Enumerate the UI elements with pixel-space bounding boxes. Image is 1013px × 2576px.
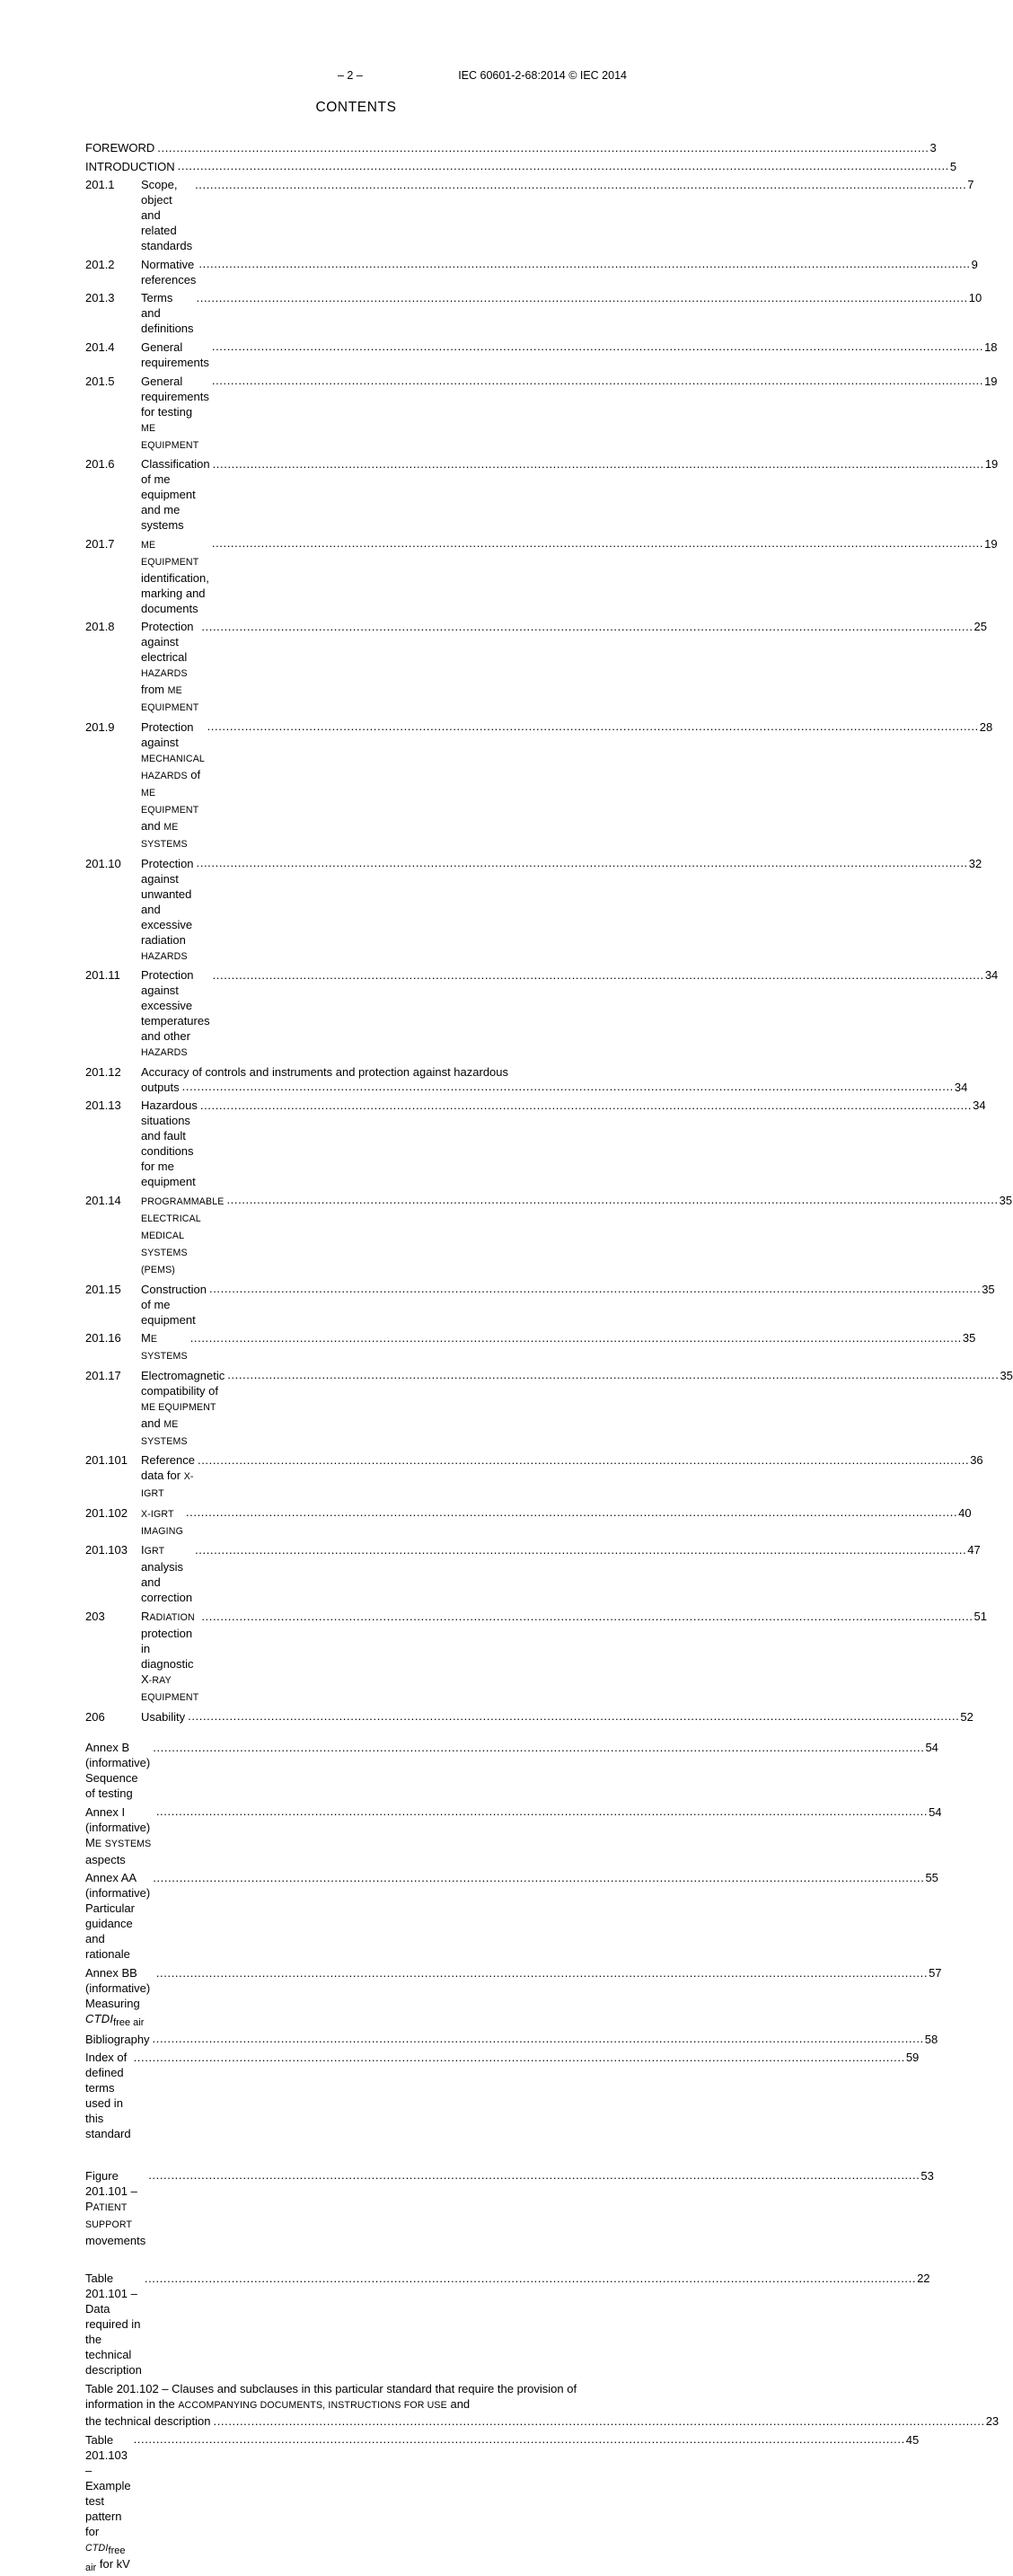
toc-entry-annex-bb[interactable] xyxy=(85,1965,942,2029)
toc-clause-number: 201.103 xyxy=(85,1543,128,1557)
toc-label: Protection against electrical HAZARDS from ME EQUIPMENT xyxy=(141,620,199,714)
tables-spacer xyxy=(85,2251,627,2271)
toc-label: Protection against MECHANICAL HAZARDS of ME EQUIPMENT and ME SYSTEMS xyxy=(141,719,205,850)
toc-entry-201-1[interactable] xyxy=(85,177,974,253)
toc-page-number: 34 xyxy=(973,1098,986,1113)
dot-leader xyxy=(153,1740,924,1755)
toc-clause-number: 201.5 xyxy=(85,374,115,388)
toc-page-number: 58 xyxy=(924,2032,938,2046)
toc-page-number: 47 xyxy=(967,1543,981,1557)
toc-page-number: 57 xyxy=(929,1966,942,1981)
toc-label: Table 201.102 – Clauses and subclauses in this particular standard that require the xyxy=(85,2382,514,2395)
dot-leader xyxy=(213,967,984,983)
toc-entry-index[interactable] xyxy=(85,2050,920,2141)
toc-label: General requirements xyxy=(141,340,209,369)
toc-clause-number: 201.102 xyxy=(85,1505,128,1520)
toc-label: Accuracy of controls and instruments and protection against hazardous xyxy=(141,1064,509,1079)
toc-page-number: 51 xyxy=(973,1610,988,1624)
toc-label: Reference data for X-IGRT xyxy=(141,1453,195,1500)
toc-label: ME SYSTEMS xyxy=(141,1331,188,1363)
toc-entry-201-102[interactable] xyxy=(85,1505,972,1539)
running-header xyxy=(85,68,627,83)
toc-page-number: 34 xyxy=(954,1080,968,1094)
toc-clause-number: 201.7 xyxy=(85,536,115,551)
toc-label: Scope, object and related standards xyxy=(141,178,193,253)
toc-entry-table-201-102[interactable] xyxy=(85,2381,1000,2429)
toc-entry-201-12[interactable] xyxy=(85,1064,968,1095)
toc-clause-number: 203 xyxy=(85,1610,105,1624)
toc-page-number: 36 xyxy=(970,1453,983,1468)
page-title: CONTENTS xyxy=(315,100,397,115)
dot-leader xyxy=(156,1804,928,1819)
figures-spacer xyxy=(85,2145,627,2168)
toc-clause-number: 201.8 xyxy=(85,620,115,634)
toc-label: Table 201.101 – Data required in the technical description xyxy=(85,2272,142,2378)
toc-clause-number: 201.6 xyxy=(85,457,115,472)
dot-leader xyxy=(153,2031,924,2046)
toc-label: Annex AA (informative) Particular guidance and rationale xyxy=(85,1871,151,1962)
document-reference: IEC 60601-2-68:2014 © IEC 2014 xyxy=(458,69,627,82)
dot-leader xyxy=(188,1708,959,1724)
toc-entry-201-9[interactable] xyxy=(85,719,993,852)
toc-entry-table-201-101[interactable] xyxy=(85,2271,930,2378)
toc-page-number: 3 xyxy=(929,141,937,154)
dot-leader xyxy=(153,1870,924,1885)
toc-page-number: 52 xyxy=(960,1709,973,1724)
toc-label: IGRT analysis and correction xyxy=(141,1543,193,1605)
toc-entry-206[interactable] xyxy=(85,1709,973,1725)
toc-page-number: 9 xyxy=(971,257,978,271)
toc-page-number: 22 xyxy=(917,2272,930,2286)
table-of-contents xyxy=(85,140,1013,2576)
toc-label-continued: provision of information in the ACCOMPANYING DOCUMENTS, INSTRUCTIONS FOR USE and xyxy=(85,2382,577,2411)
dot-leader xyxy=(195,177,966,192)
toc-label: ME EQUIPMENT identification, marking and documents xyxy=(141,539,209,615)
toc-clause-number: 201.1 xyxy=(85,178,115,192)
toc-page-number: 25 xyxy=(973,620,988,634)
dot-leader xyxy=(207,719,979,734)
toc-entry-introduction[interactable] xyxy=(85,159,957,174)
dot-leader xyxy=(197,290,968,305)
toc-clause-number: 201.14 xyxy=(85,1193,121,1207)
toc-label: Annex BB (informative) Measuring $CTDI_{free air}$ xyxy=(85,1966,154,2029)
toc-clause-number: 201.101 xyxy=(85,1453,128,1468)
toc-entry-201-17[interactable] xyxy=(85,1368,1013,1450)
toc-entry-201-15[interactable] xyxy=(85,1282,995,1328)
toc-page-number: 55 xyxy=(925,1871,938,1885)
toc-entry-annex-aa[interactable] xyxy=(85,1870,938,1962)
dot-leader xyxy=(198,256,970,271)
dot-leader xyxy=(157,140,929,155)
toc-label: PROGRAMMABLE ELECTRICAL MEDICAL SYSTEMS (PEMS) xyxy=(141,1195,225,1275)
toc-entry-201-11[interactable] xyxy=(85,967,999,1061)
toc-entry-201-4[interactable] xyxy=(85,340,998,370)
toc-page-number: 19 xyxy=(984,457,999,472)
toc-clause-number: 201.9 xyxy=(85,719,115,734)
toc-clause-number: 201.17 xyxy=(85,1368,121,1382)
toc-page-number: 18 xyxy=(984,340,998,354)
dot-leader xyxy=(190,1330,962,1345)
toc-clause-number: 201.12 xyxy=(85,1064,121,1079)
toc-label-continued-2: the technical description xyxy=(85,2414,211,2428)
toc-entry-201-5[interactable] xyxy=(85,374,998,454)
toc-label: Figure 201.101 – PATIENT SUPPORT movements xyxy=(85,2168,146,2247)
toc-page-number: 5 xyxy=(949,159,957,173)
toc-clause-number: 201.10 xyxy=(85,856,121,870)
toc-page-number: 45 xyxy=(905,2432,920,2447)
toc-entry-201-7[interactable] xyxy=(85,536,998,616)
toc-page-number: 53 xyxy=(921,2168,934,2183)
toc-entry-201-13[interactable] xyxy=(85,1098,986,1189)
toc-page-number: 40 xyxy=(958,1505,972,1520)
toc-page-number: 54 xyxy=(925,1741,938,1755)
toc-page-number: 35 xyxy=(1000,1368,1013,1382)
toc-page-number: 34 xyxy=(984,968,999,983)
toc-entry-annex-b[interactable] xyxy=(85,1740,938,1801)
toc-page-number: 23 xyxy=(985,2414,1000,2428)
toc-label: General requirements for testing ME EQUIPMENT xyxy=(141,374,209,451)
toc-clause-number: 201.13 xyxy=(85,1098,121,1113)
toc-entry-figure-201-101[interactable] xyxy=(85,2168,934,2248)
toc-entry-201-101[interactable] xyxy=(85,1452,983,1502)
toc-entry-table-201-103[interactable] xyxy=(85,2432,920,2573)
toc-label: RADIATION protection in diagnostic X-RAY EQUIPMENT xyxy=(141,1610,199,1704)
dot-leader xyxy=(148,2167,920,2183)
toc-label: Protection against unwanted and excessive radiation HAZARDS xyxy=(141,856,194,962)
toc-label: Protection against excessive temperatures and other HAZARDS xyxy=(141,968,210,1059)
toc-entry-201-8[interactable] xyxy=(85,619,988,716)
dot-leader xyxy=(212,535,983,551)
toc-entry-foreword[interactable] xyxy=(85,140,937,155)
toc-label: Normative references xyxy=(141,257,197,287)
toc-page-number: 28 xyxy=(979,719,993,734)
toc-page-number: 35 xyxy=(999,1193,1013,1207)
toc-label: Electromagnetic compatibility of ME EQUIPMENT and ME SYSTEMS xyxy=(141,1368,225,1447)
toc-page-number: 19 xyxy=(984,374,998,388)
toc-page-number: 19 xyxy=(984,536,998,551)
toc-clause-number: 201.2 xyxy=(85,257,115,271)
toc-entry-201-3[interactable] xyxy=(85,290,982,336)
toc-entry-201-2[interactable] xyxy=(85,257,978,287)
toc-page-number: 7 xyxy=(967,178,974,192)
toc-label: Index of defined terms used in this standard xyxy=(85,2051,131,2141)
dot-leader xyxy=(145,2271,916,2286)
dot-leader xyxy=(209,1281,981,1296)
toc-page-number: 59 xyxy=(905,2051,920,2065)
toc-label: Terms and definitions xyxy=(141,291,194,336)
toc-entry-203[interactable] xyxy=(85,1609,988,1706)
section-spacer xyxy=(85,1727,627,1740)
toc-label: Bibliography xyxy=(85,2032,150,2046)
dot-leader xyxy=(200,1098,972,1113)
dot-leader xyxy=(186,1504,957,1520)
dot-leader xyxy=(227,1367,999,1382)
toc-page-number: 10 xyxy=(968,291,982,305)
toc-entry-201-103[interactable] xyxy=(85,1542,981,1605)
toc-clause-number: 201.16 xyxy=(85,1331,121,1345)
dot-leader xyxy=(198,1452,969,1468)
toc-entry-bibliography[interactable] xyxy=(85,2032,938,2047)
dot-leader xyxy=(134,2431,905,2447)
toc-entry-201-6[interactable] xyxy=(85,456,999,533)
dot-leader xyxy=(201,1609,973,1624)
dot-leader xyxy=(178,158,949,173)
dot-leader xyxy=(182,1079,954,1094)
dot-leader xyxy=(226,1192,998,1207)
toc-label: Annex B (informative) Sequence of testing xyxy=(85,1741,151,1801)
dot-leader xyxy=(201,619,973,634)
toc-clause-number: 201.15 xyxy=(85,1282,121,1296)
toc-entry-annex-i[interactable] xyxy=(85,1804,942,1867)
toc-label: Table 201.103 – Example test pattern for $CTDI_{free air}$ for kV xyxy=(85,2432,131,2573)
dot-leader xyxy=(213,456,984,472)
toc-entry-201-16[interactable] xyxy=(85,1330,976,1364)
dot-leader xyxy=(195,1542,966,1557)
toc-label-continued: outputs xyxy=(141,1080,180,1094)
toc-label: Classification of me equipment and me systems xyxy=(141,457,210,533)
toc-page-number: 35 xyxy=(962,1331,976,1345)
page-folio: – 2 – xyxy=(338,69,363,82)
toc-label: Construction of me equipment xyxy=(141,1282,207,1327)
toc-entry-201-10[interactable] xyxy=(85,856,982,965)
dot-leader xyxy=(197,855,968,870)
toc-label: FOREWORD xyxy=(85,141,155,154)
toc-label: Annex I (informative) ME SYSTEMS aspects xyxy=(85,1804,154,1866)
dot-leader xyxy=(212,373,983,388)
toc-clause-number: 206 xyxy=(85,1709,105,1724)
dot-leader xyxy=(156,1965,928,1981)
toc-label: Hazardous situations and fault conditions for me equipment xyxy=(141,1098,198,1189)
dot-leader xyxy=(213,2413,984,2429)
toc-label: INTRODUCTION xyxy=(85,159,175,173)
toc-clause-number: 201.4 xyxy=(85,340,115,354)
toc-page-number: 54 xyxy=(929,1804,942,1819)
dot-leader xyxy=(134,2050,905,2065)
toc-clause-number: 201.3 xyxy=(85,291,115,305)
toc-clause-number: 201.11 xyxy=(85,968,120,983)
toc-entry-201-14[interactable] xyxy=(85,1193,1013,1278)
toc-page-number: 35 xyxy=(982,1282,995,1296)
toc-page-number: 32 xyxy=(968,856,982,870)
toc-label: X-IGRT IMAGING xyxy=(141,1508,183,1537)
toc-label: Usability xyxy=(141,1709,186,1724)
dot-leader xyxy=(212,339,983,354)
